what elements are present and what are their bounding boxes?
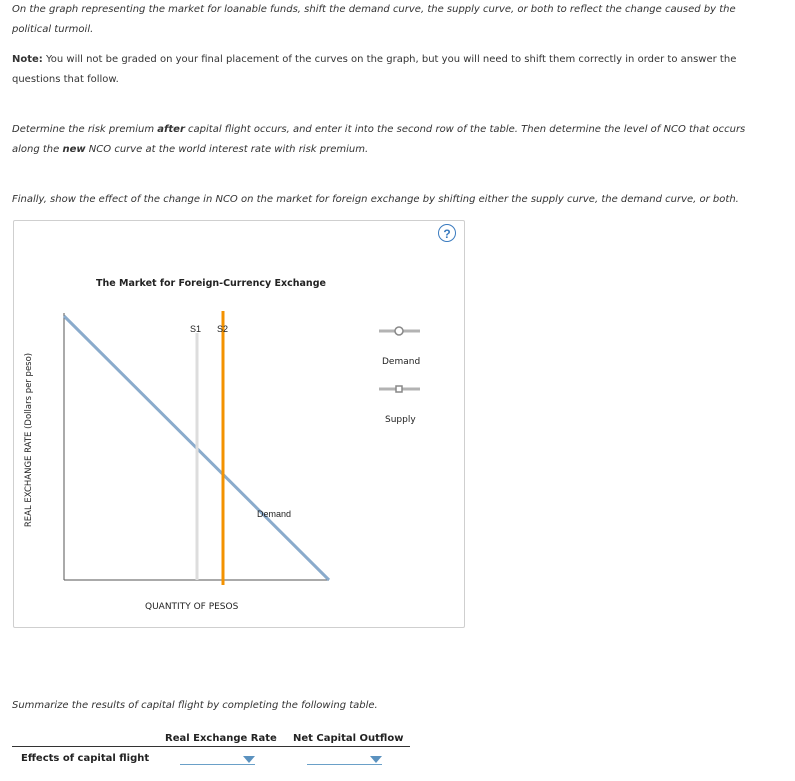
chevron-down-icon xyxy=(370,756,382,763)
p3-emphasis-after: after xyxy=(157,124,185,135)
s1-curve-label: S1 xyxy=(190,324,202,334)
note-text: You will not be graded on your final placement of the curves on the graph, but you will need to shift them correctly in order to answer the questions that follow. xyxy=(12,54,737,85)
table-summary-instruction: Summarize the results of capital flight by completing the following table. xyxy=(12,700,378,711)
legend-demand-label: Demand xyxy=(382,357,421,367)
row-label-effects: Effects of capital flight xyxy=(21,753,150,764)
legend-supply-label: Supply xyxy=(385,415,416,425)
graph-panel xyxy=(13,220,465,628)
instruction-paragraph-3 xyxy=(12,120,772,160)
note-label: Note: xyxy=(12,54,43,65)
p3-text-a: Determine the risk premium xyxy=(12,124,158,135)
nco-dropdown[interactable] xyxy=(307,754,382,765)
column-header-nco: Net Capital Outflow xyxy=(293,733,404,744)
legend-supply-tool[interactable] xyxy=(379,386,420,392)
square-icon xyxy=(396,386,402,392)
note-paragraph xyxy=(12,50,772,90)
legend-demand-tool[interactable] xyxy=(379,327,420,335)
column-header-exchange-rate: Real Exchange Rate xyxy=(165,733,277,744)
chart-title: The Market for Foreign-Currency Exchange xyxy=(96,278,326,289)
chevron-down-icon xyxy=(243,756,255,763)
instruction-paragraph-1: On the graph representing the market for loanable funds, shift the demand curve, the supply curve, or both to reflect the change caused by the political turmoil. xyxy=(12,4,736,35)
s2-curve-label: S2 xyxy=(217,324,229,334)
demand-curve-label: Demand xyxy=(257,509,292,519)
exchange-rate-dropdown[interactable] xyxy=(180,754,255,765)
y-axis-label: REAL EXCHANGE RATE (Dollars per peso) xyxy=(24,352,34,528)
help-icon[interactable]: ? xyxy=(438,224,456,242)
p3-emphasis-new: new xyxy=(62,144,86,155)
x-axis-label: QUANTITY OF PESOS xyxy=(145,602,239,612)
table-header-rule xyxy=(12,746,410,747)
circle-icon xyxy=(395,327,403,335)
p3-text-c: capital flight occurs, and enter it into the second row of the table. Then determine the level of NCO that occurs along the xyxy=(12,124,746,155)
p3-text-e: NCO curve at the world interest rate with risk premium. xyxy=(85,144,369,155)
instruction-paragraph-4: Finally, show the effect of the change in NCO on the market for foreign exchange by shifting either the supply curve, the demand curve, or both. xyxy=(12,194,739,205)
